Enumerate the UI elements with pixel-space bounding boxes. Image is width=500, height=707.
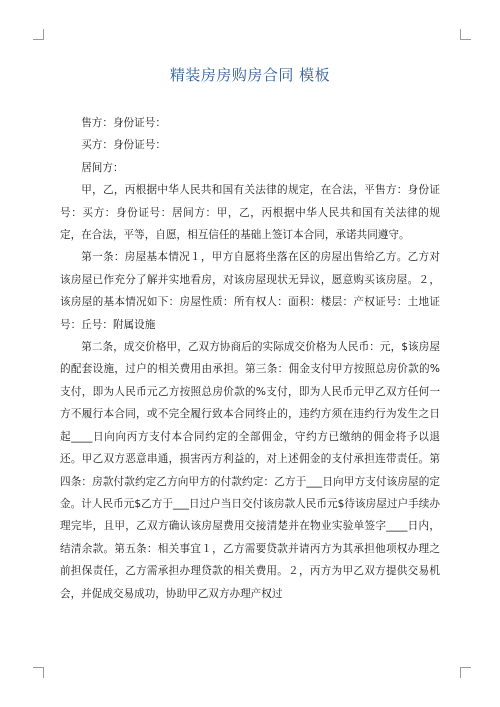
corner-mark-bottom-right (460, 667, 471, 678)
seller-line: 售方：身份证号： (81, 117, 166, 129)
buyer-line: 买方：身份证号： (81, 139, 166, 152)
article-two-paragraph: 第二条，成交价格甲，乙双方协商后的实际成交价格为人民币：元，$该房屋的配套设施，过户的相关费用由承担。第三条：佣金支付甲方按照总房价款的%支付，即为人民币元乙方按照总房价款的%支付，即为人民币元甲乙双方任何一方不履行本合同，或不完全履行致本合同终止的，违约方须在违约行为发生之日起____日向向丙方支付本合同约定的全部佣金，守约方已缴纳的佣金将予以退还。甲乙双方恶意串通，损害丙方利益的，对上述佣金的支付承担连带责任。第四条：房款付款约定乙方向甲方的付款约定：乙方于___日向甲方支付该房屋的定金。计人民币元$乙方于___日过户当日交付该房款人民币元$待该房屋过户手续办理完毕，且甲，乙双方确认该房屋费用交接清楚并在物业实验单签字____日内，结清余款。第五条：相关事宜１，乙方需要贷款并请丙方为其承担他项权办理之前担保责任，乙方需承担办理贷款的相关费用。２，丙方为甲乙双方提供交易机会，并促成交易成功，协助甲乙双方办理产权过 (60, 341, 440, 600)
preamble-paragraph: 甲，乙，丙根据中华人民共和国有关法律的规定，在合法，平售方：身份证号：买方：身份证号：居间方：甲，乙，丙根据中华人民共和国有关法律的规定，在合法，平等，自愿，相互信任的基础上签订本合同，承诺共同遵守。 (60, 184, 440, 242)
document-body (60, 112, 440, 605)
document-title: 精装房房购房合同 模板 (169, 66, 331, 84)
corner-mark-top-left (33, 29, 44, 40)
corner-mark-top-right (460, 29, 471, 40)
article-one-paragraph: 第一条：房屋基本情况１，甲方自愿将坐落在区的房屋出售给乙方。乙方对该房屋已作充分了解并实地看房，对该房屋现状无异议，愿意购买该房屋。２，该房屋的基本情况如下：房屋性质：所有权人：面积：楼层：产权证号：土地证号：丘号：附属设施 (60, 251, 440, 331)
intermediary-line: 居间方： (81, 161, 124, 174)
corner-mark-bottom-left (33, 667, 44, 678)
